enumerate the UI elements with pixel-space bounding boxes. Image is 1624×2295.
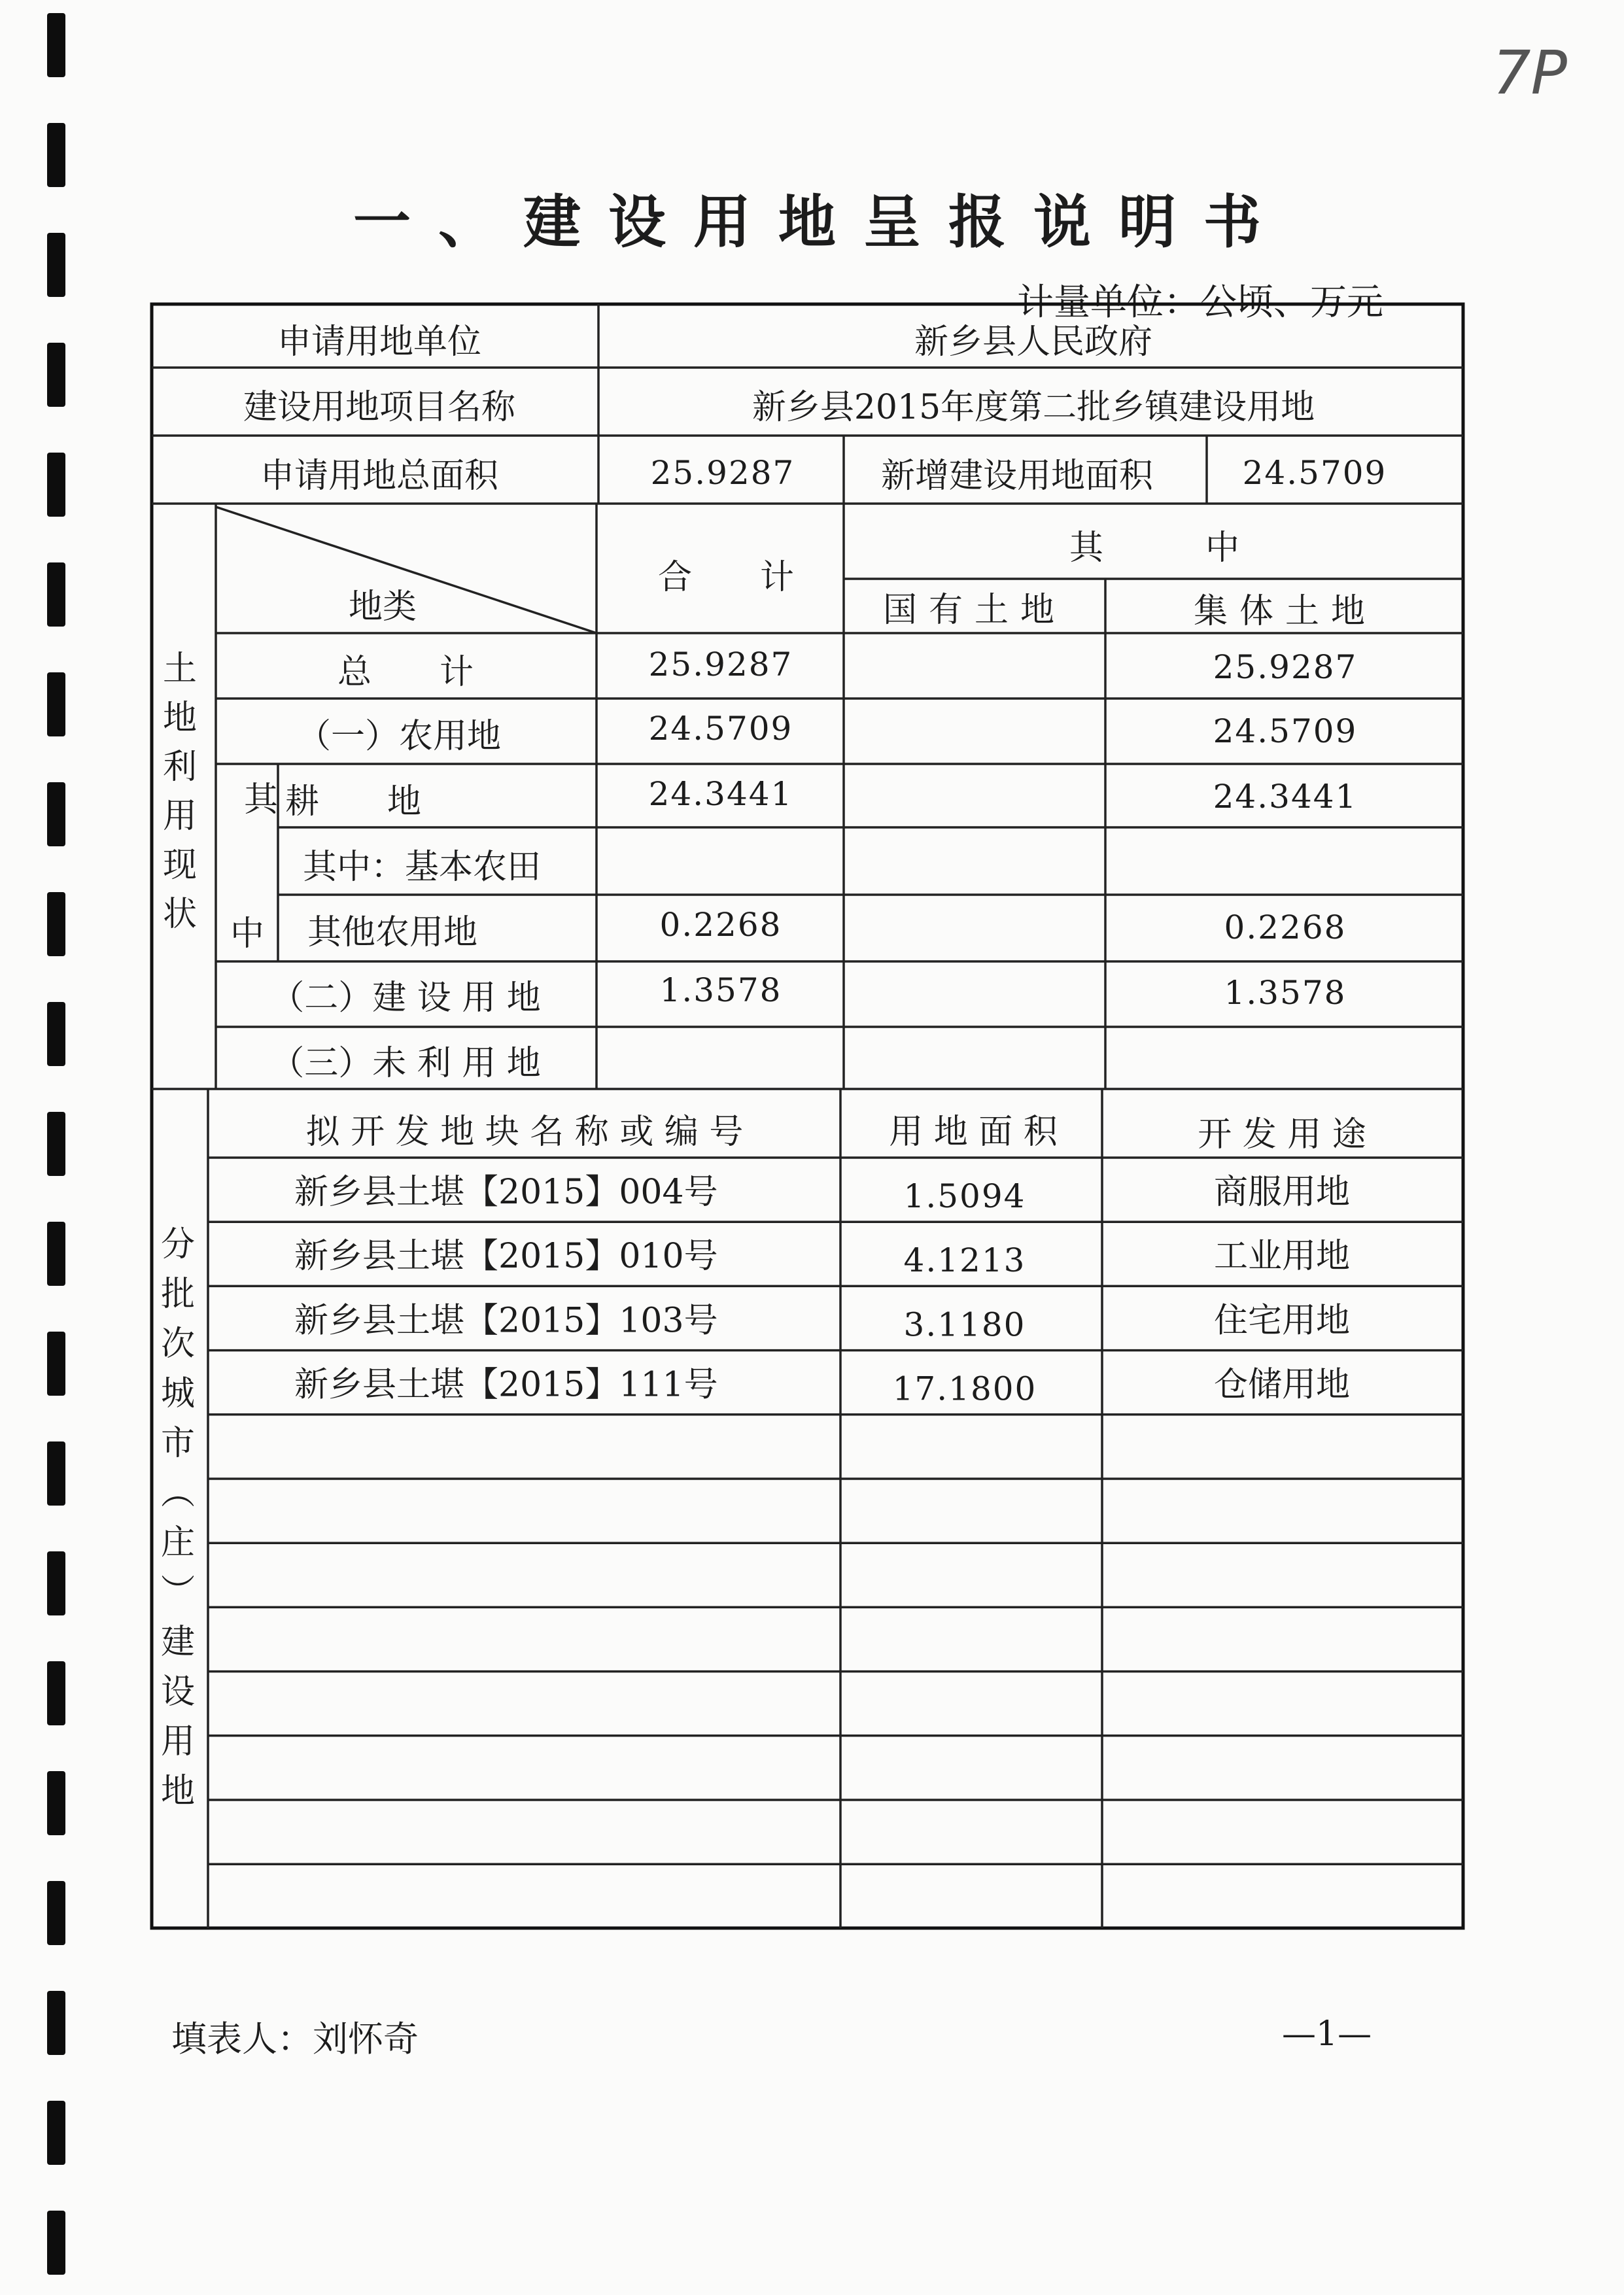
batch-row-name: 新乡县土堪【2015】010号 — [294, 1237, 718, 1277]
side-char: 地 — [162, 699, 198, 738]
batch-row-area: 4.1213 — [903, 1241, 1026, 1280]
handwritten-page-mark: 7P — [1493, 38, 1568, 108]
new-area-label: 新增建设用地面积 — [880, 457, 1154, 496]
batch-row-use: 住宅用地 — [1213, 1301, 1351, 1341]
land-status-row-collective: 24.3441 — [1213, 778, 1358, 816]
land-status-row-label: （二）建 设 用 地 — [270, 978, 541, 1018]
side-char: ︵ — [160, 1474, 196, 1513]
qizhong-side-top: 其 — [243, 780, 279, 820]
new-area-value: 24.5709 — [1242, 454, 1387, 492]
side-char: 批 — [160, 1275, 196, 1314]
land-type-label: 地类 — [348, 587, 417, 627]
side-char: 状 — [162, 895, 198, 934]
land-status-row-collective: 25.9287 — [1213, 648, 1358, 686]
preparer-line: 填表人：刘怀奇 — [171, 2018, 419, 2060]
land-status-row-total: 25.9287 — [648, 646, 793, 683]
page-number: —1— — [1282, 2014, 1372, 2054]
document-title: 一、建设用地呈报说明书 — [353, 188, 1289, 256]
batch-row-area: 3.1180 — [903, 1305, 1026, 1344]
land-status-row-collective: 24.5709 — [1213, 712, 1358, 750]
side-char: 用 — [160, 1722, 196, 1761]
side-char: 设 — [160, 1672, 196, 1712]
batch-rows — [208, 1158, 1463, 1864]
land-status-row-label: （一）农用地 — [296, 717, 502, 756]
land-status-row-label: 总 计 — [337, 653, 474, 692]
qizhong-side-bottom: 中 — [230, 914, 265, 954]
land-status-row-label: 其他农用地 — [307, 913, 478, 952]
side-char: 用 — [162, 797, 198, 836]
side-char: 分 — [160, 1225, 196, 1264]
side-char: 庄 — [160, 1523, 196, 1562]
side-char: 地 — [160, 1772, 196, 1811]
land-status-row-label: 其中：基本农田 — [302, 848, 542, 887]
col-state-land-header: 国有土地 — [882, 591, 1067, 630]
land-status-row-collective: 0.2268 — [1224, 908, 1347, 946]
applicant-value: 新乡县人民政府 — [914, 322, 1153, 362]
col-collective-land-header: 集体土地 — [1193, 592, 1377, 631]
side-char: ︶ — [160, 1573, 196, 1612]
side-char: 建 — [160, 1623, 196, 1662]
col-parcel-area-header: 用 地 面 积 — [889, 1113, 1058, 1152]
side-char: 市 — [160, 1424, 196, 1463]
batch-row-use: 商服用地 — [1213, 1173, 1351, 1212]
land-status-row-total: 0.2268 — [659, 906, 782, 944]
batch-row-name: 新乡县土堪【2015】004号 — [294, 1173, 718, 1212]
project-label: 建设用地项目名称 — [243, 388, 516, 427]
side-char: 现 — [162, 846, 198, 885]
batch-row-name: 新乡县土堪【2015】111号 — [294, 1365, 718, 1405]
land-status-row-label: 耕 地 — [285, 782, 422, 821]
side-char: 次 — [160, 1324, 196, 1364]
land-status-row-total: 24.5709 — [648, 710, 793, 748]
project-value: 新乡县2015年度第二批乡镇建设用地 — [752, 388, 1315, 427]
land-status-side-label — [163, 649, 197, 934]
batch-row-use: 工业用地 — [1213, 1237, 1351, 1277]
land-status-row-total: 1.3578 — [659, 971, 782, 1009]
col-total-header: 合 计 — [657, 558, 795, 597]
total-area-value: 25.9287 — [650, 454, 795, 492]
batch-row-area: 1.5094 — [903, 1177, 1026, 1215]
unit-line: 计量单位：公顷、万元 — [1017, 281, 1383, 324]
land-status-row-label: （三）未 利 用 地 — [270, 1044, 541, 1083]
side-char: 城 — [160, 1374, 196, 1413]
land-status-row-total: 24.3441 — [648, 775, 793, 813]
batch-row-name: 新乡县土堪【2015】103号 — [294, 1301, 718, 1341]
side-char: 土 — [162, 649, 198, 689]
land-status-rows — [270, 646, 1357, 1083]
land-status-row-collective: 1.3578 — [1224, 974, 1347, 1012]
applicant-label: 申请用地单位 — [277, 322, 482, 362]
side-char: 利 — [162, 748, 198, 787]
col-qizhong-header: 其 中 — [1069, 528, 1240, 568]
batch-side-label — [161, 1225, 195, 1811]
col-parcel-name-header: 拟 开 发 地 块 名 称 或 编 号 — [305, 1113, 744, 1152]
col-parcel-use-header: 开 发 用 途 — [1198, 1115, 1366, 1154]
batch-row-area: 17.1800 — [892, 1370, 1037, 1408]
batch-row-use: 仓储用地 — [1213, 1365, 1351, 1405]
total-area-label: 申请用地总面积 — [260, 457, 499, 496]
